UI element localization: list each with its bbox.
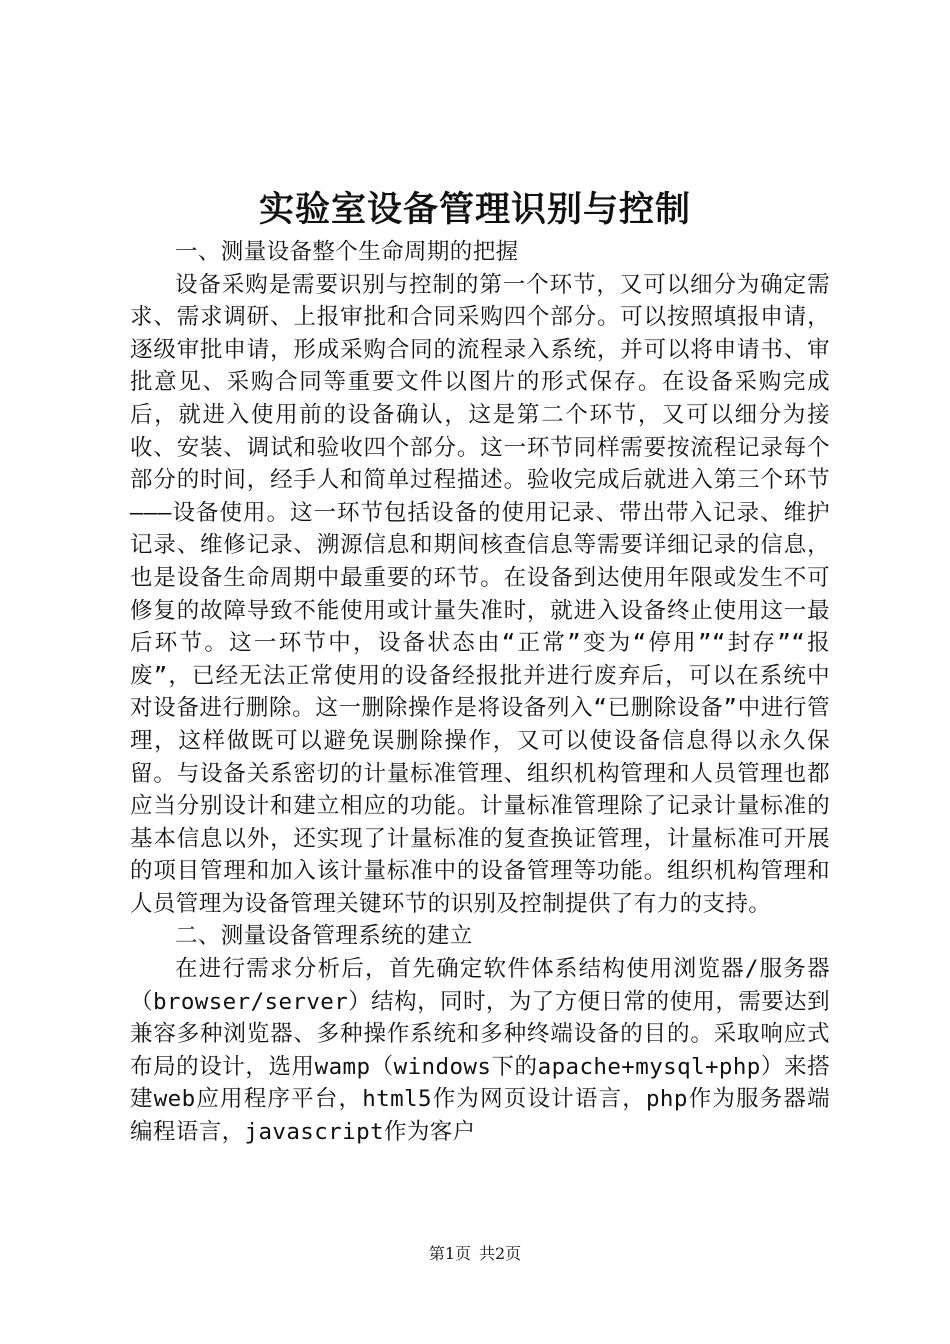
body-paragraph-1: 设备采购是需要识别与控制的第一个环节，又可以细分为确定需求、需求调研、上报审批和合同采购四个部分。可以按照填报申请，逐级审批申请，形成采购合同的流程录入系统，并可以将申请书、审批意见、采购合同等重要文件以图片的形式保存。在设备采购完成后，就进入使用前的设备确认，这是第二个环节，又可以细分为接收、安装、调试和验收四个部分。这一环节同样需要按流程记录每个部分的时间，经手人和简单过程描述。验收完成后就进入第三个环节———设备使用。这一环节包括设备的使用记录、带出带入记录、维护记录、维修记录、溯源信息和期间核查信息等需要详细记录的信息，也是设备生命周期中最重要的环节。在设备到达使用年限或发生不可修复的故障导致不能使用或计量失准时，就进入设备终止使用这一最后环节。这一环节中，设备状态由“正常”变为“停用”“封存”“报废”，已经无法正常使用的设备经报批并进行废弃后，可以在系统中对设备进行删除。这一删除操作是将设备列入“已删除设备”中进行管理，这样做既可以避免误删除操作，又可以使设备信息得以永久保留。与设备关系密切的计量标准管理、组织机构管理和人员管理也都应当分别设计和建立相应的功能。计量标准管理除了记录计量标准的基本信息以外，还实现了计量标准的复查换证管理，计量标准可开展的项目管理和加入该计量标准中的设备管理等功能。组织机构管理和人员管理为设备管理关键环节的识别及控制提供了有力的支持。 <box>130 271 830 917</box>
page-footer <box>0 1243 950 1265</box>
page-total: 共2页 <box>479 1244 522 1263</box>
page-number: 第1页 <box>428 1244 471 1263</box>
section-heading-2: 二、测量设备管理系统的建立 <box>175 923 473 950</box>
document-title: 实验室设备管理识别与控制 <box>258 189 691 230</box>
body-paragraph-2: 在进行需求分析后，首先确定软件体系结构使用浏览器/服务器（browser/server）结构，同时，为了方便日常的使用，需要达到兼容多种浏览器、多种操作系统和多种终端设备的目的。采取响应式布局的设计，选用wamp（windows下的apache+mysql+php）来搭建web应用程序平台，html5作为网页设计语言，php作为服务器端编程语言，javascript作为客户 <box>130 956 830 1146</box>
section-heading-1: 一、测量设备整个生命周期的把握 <box>175 239 519 265</box>
document-body <box>130 236 830 1149</box>
